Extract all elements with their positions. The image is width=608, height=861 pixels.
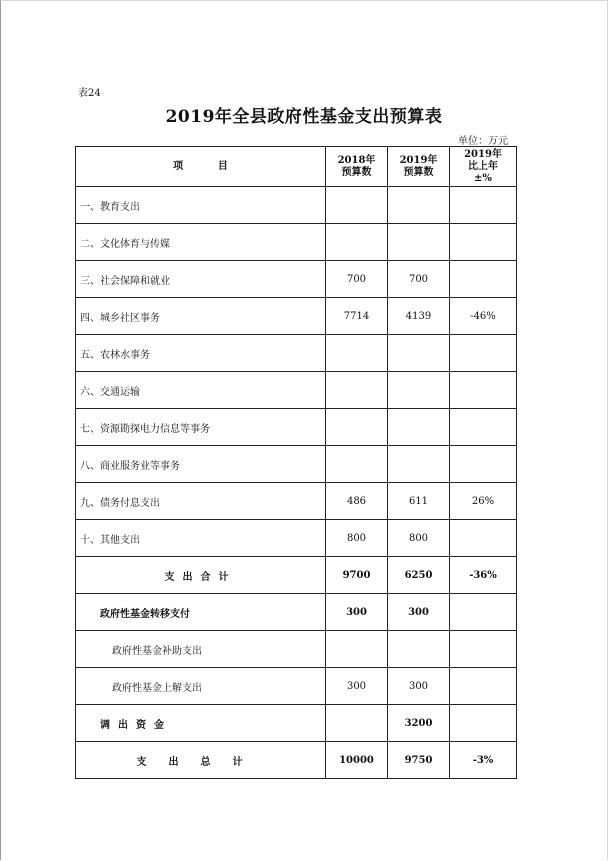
page-title: 2019年全县政府性基金支出预算表: [165, 107, 443, 127]
row-change: [450, 594, 517, 631]
row-name: 九、债务付息支出: [76, 483, 326, 520]
row-2018: 700: [326, 261, 388, 298]
row-2018: 10000: [326, 742, 388, 779]
row-2019: 800: [388, 520, 450, 557]
table-row: [76, 483, 517, 520]
header-2019: 2019年 预算数: [388, 147, 450, 187]
row-2018: [326, 446, 388, 483]
row-2019: [388, 446, 450, 483]
row-change: [450, 520, 517, 557]
row-name: 七、资源勘探电力信息等事务: [76, 409, 326, 446]
row-name: 六、交通运输: [76, 372, 326, 409]
row-name: 二、文化体育与传媒: [76, 224, 326, 261]
total-row: [76, 742, 517, 779]
row-2019: [388, 631, 450, 668]
row-2018: [326, 335, 388, 372]
row-change: [450, 631, 517, 668]
row-change: [450, 261, 517, 298]
row-change: 26%: [450, 483, 517, 520]
row-name: 政府性基金上解支出: [76, 668, 326, 705]
table-number: 表24: [78, 88, 101, 99]
table-row: [76, 520, 517, 557]
row-name: 政府性基金补助支出: [76, 631, 326, 668]
row-2019: [388, 335, 450, 372]
row-2018: 486: [326, 483, 388, 520]
row-name: 支出总计: [76, 742, 326, 779]
row-name: 十、其他支出: [76, 520, 326, 557]
row-2018: [326, 372, 388, 409]
row-name: 四、城乡社区事务: [76, 298, 326, 335]
row-2019: 611: [388, 483, 450, 520]
row-2018: [326, 224, 388, 261]
row-2018: 800: [326, 520, 388, 557]
table-row: [76, 409, 517, 446]
row-name: 政府性基金转移支付: [76, 594, 326, 631]
row-name: 八、商业服务业等事务: [76, 446, 326, 483]
row-2019: [388, 187, 450, 224]
transfer-out-row: [76, 705, 517, 742]
transfer-row: [76, 594, 517, 631]
subtotal-row: [76, 557, 517, 594]
table-row: [76, 372, 517, 409]
row-2019: 700: [388, 261, 450, 298]
row-change: -46%: [450, 298, 517, 335]
header-item: 项 目: [76, 147, 326, 187]
unit-label: 单位：万元: [458, 136, 508, 147]
row-name: 调出资金: [76, 705, 326, 742]
table-row: [76, 668, 517, 705]
row-change: -36%: [450, 557, 517, 594]
row-change: [450, 409, 517, 446]
row-2018: 300: [326, 668, 388, 705]
table-row: [76, 261, 517, 298]
row-2019: [388, 224, 450, 261]
table-header-row: [76, 147, 517, 187]
table-row: [76, 224, 517, 261]
row-name: 三、社会保障和就业: [76, 261, 326, 298]
row-2019: 300: [388, 668, 450, 705]
table-row: [76, 335, 517, 372]
row-change: [450, 446, 517, 483]
row-change: -3%: [450, 742, 517, 779]
table-row: [76, 631, 517, 668]
row-change: [450, 705, 517, 742]
row-2019: 3200: [388, 705, 450, 742]
row-2018: 9700: [326, 557, 388, 594]
row-2018: 7714: [326, 298, 388, 335]
budget-table: [75, 146, 517, 779]
row-2019: 4139: [388, 298, 450, 335]
row-2018: [326, 631, 388, 668]
row-change: [450, 187, 517, 224]
row-2018: 300: [326, 594, 388, 631]
row-name: 支出合计: [76, 557, 326, 594]
row-2018: [326, 409, 388, 446]
row-change: [450, 335, 517, 372]
row-2019: [388, 372, 450, 409]
row-2019: 6250: [388, 557, 450, 594]
row-2018: [326, 705, 388, 742]
row-change: [450, 668, 517, 705]
row-change: [450, 372, 517, 409]
table-row: [76, 446, 517, 483]
header-change: 2019年 比上年 ±%: [450, 147, 517, 187]
row-2019: [388, 409, 450, 446]
row-2018: [326, 187, 388, 224]
row-name: 一、教育支出: [76, 187, 326, 224]
row-change: [450, 224, 517, 261]
table-row: [76, 187, 517, 224]
row-2019: 9750: [388, 742, 450, 779]
table-row: [76, 298, 517, 335]
row-name: 五、农林水事务: [76, 335, 326, 372]
header-2018: 2018年 预算数: [326, 147, 388, 187]
row-2019: 300: [388, 594, 450, 631]
